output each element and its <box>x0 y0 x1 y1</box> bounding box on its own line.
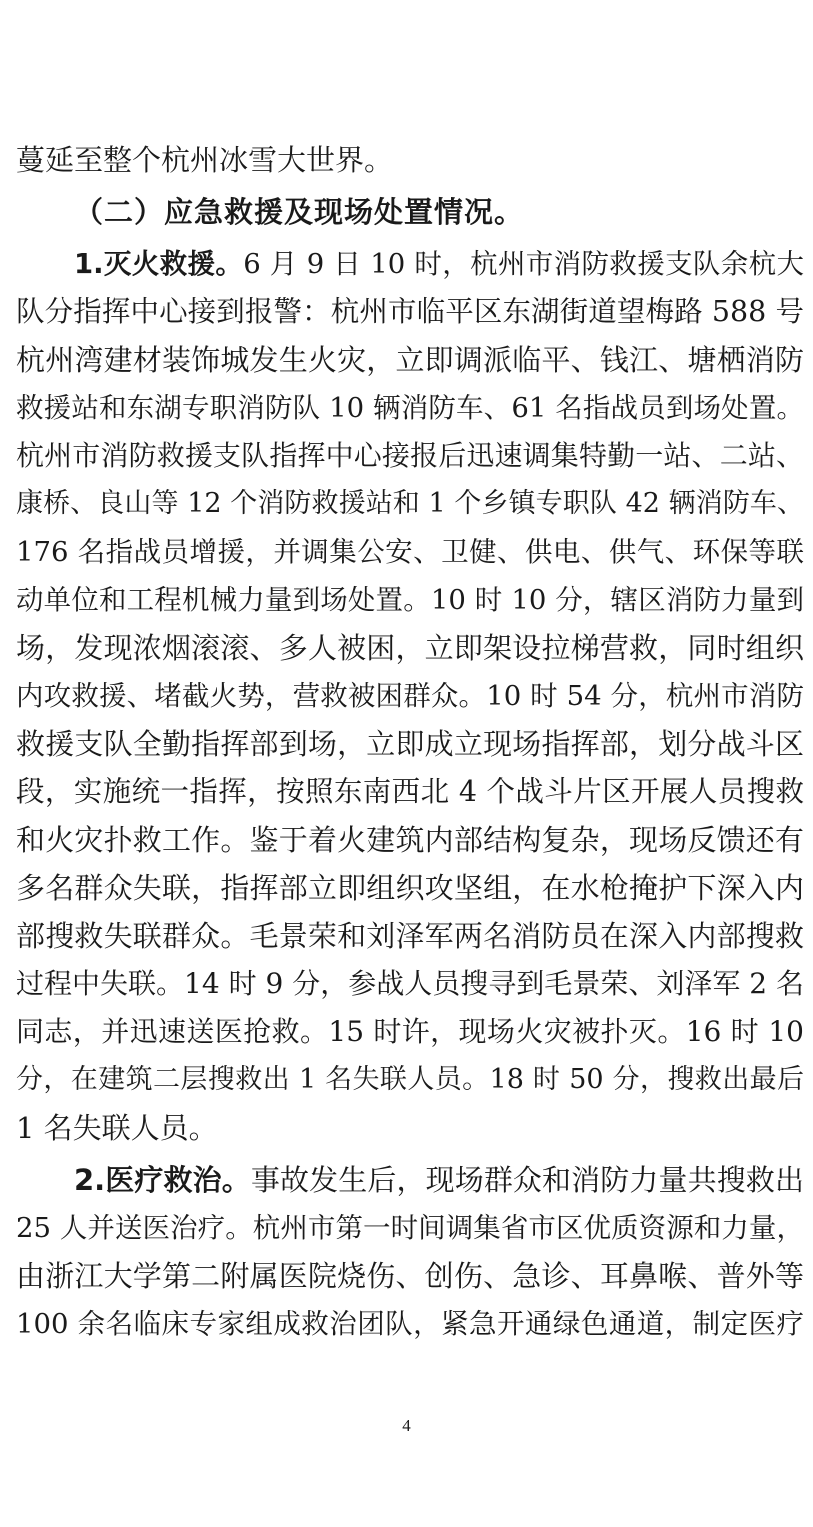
text-line: 1 名失联人员。 <box>16 1111 218 1145</box>
paragraph-2-first-line <box>74 1160 804 1200</box>
paragraph-2-lead: 2.医疗救治。 <box>74 1163 251 1197</box>
text-line: 过程中失联。14 时 9 分，参战人员搜寻到毛景荣、刘泽军 2 名 <box>16 967 804 1000</box>
text-line: 段，实施统一指挥，按照东南西北 4 个战斗片区开展人员搜救 <box>16 775 804 808</box>
paragraph-1-lead: 1.灭火救援。 <box>74 248 244 280</box>
page-number: 4 <box>402 1416 411 1435</box>
text-line: 同志，并迅速送医抢救。15 时许，现场火灾被扑灭。16 时 10 <box>16 1015 804 1048</box>
text-line: 场，发现浓烟滚滚、多人被困，立即架设拉梯营救，同时组织 <box>16 631 804 665</box>
text-line: 多名群众失联，指挥部立即组织攻坚组，在水枪掩护下深入内 <box>16 871 804 905</box>
paragraph-1-first-line <box>74 244 804 284</box>
text-line: 内攻救援、堵截火势，营救被困群众。10 时 54 分，杭州市消防 <box>16 680 804 712</box>
text-line: 部搜救失联群众。毛景荣和刘泽军两名消防员在深入内部搜救 <box>16 919 804 953</box>
text-line: 蔓延至整个杭州冰雪大世界。 <box>16 143 394 177</box>
text-line: 救援站和东湖专职消防队 10 辆消防车、61 名指战员到场处置。 <box>16 392 804 424</box>
text-line: 队分指挥中心接到报警：杭州市临平区东湖街道望梅路 588 号 <box>16 295 804 328</box>
text-line: 救援支队全勤指挥部到场，立即成立现场指挥部，划分战斗区 <box>16 727 804 761</box>
text-line: 动单位和工程机械力量到场处置。10 时 10 分，辖区消防力量到 <box>16 584 804 616</box>
text-line: 由浙江大学第二附属医院烧伤、创伤、急诊、耳鼻喉、普外等 <box>16 1259 804 1293</box>
paragraph-1-first-line-text: 6 月 9 日 10 时，杭州市消防救援支队余杭大 <box>243 248 804 280</box>
text-line: 杭州湾建材装饰城发生火灾，立即调派临平、钱江、塘栖消防 <box>16 343 804 377</box>
text-line: 25 人并送医治疗。杭州市第一时间调集省市区优质资源和力量， <box>16 1212 804 1244</box>
text-line: 康桥、良山等 12 个消防救援站和 1 个乡镇专职队 42 辆消防车、 <box>16 488 804 519</box>
text-line: 分，在建筑二层搜救出 1 名失联人员。18 时 50 分，搜救出最后 <box>16 1064 804 1095</box>
text-line: 杭州市消防救援支队指挥中心接报后迅速调集特勤一站、二站、 <box>16 439 804 472</box>
section-heading: （二）应急救援及现场处置情况。 <box>74 195 525 229</box>
paragraph-2-first-line-text: 事故发生后，现场群众和消防力量共搜救出 <box>250 1163 804 1197</box>
text-line: 176 名指战员增援，并调集公安、卫健、供电、供气、环保等联 <box>16 536 804 568</box>
text-line: 100 余名临床专家组成救治团队，紧急开通绿色通道，制定医疗 <box>16 1308 804 1340</box>
text-line: 和火灾扑救工作。鉴于着火建筑内部结构复杂，现场反馈还有 <box>16 823 804 857</box>
